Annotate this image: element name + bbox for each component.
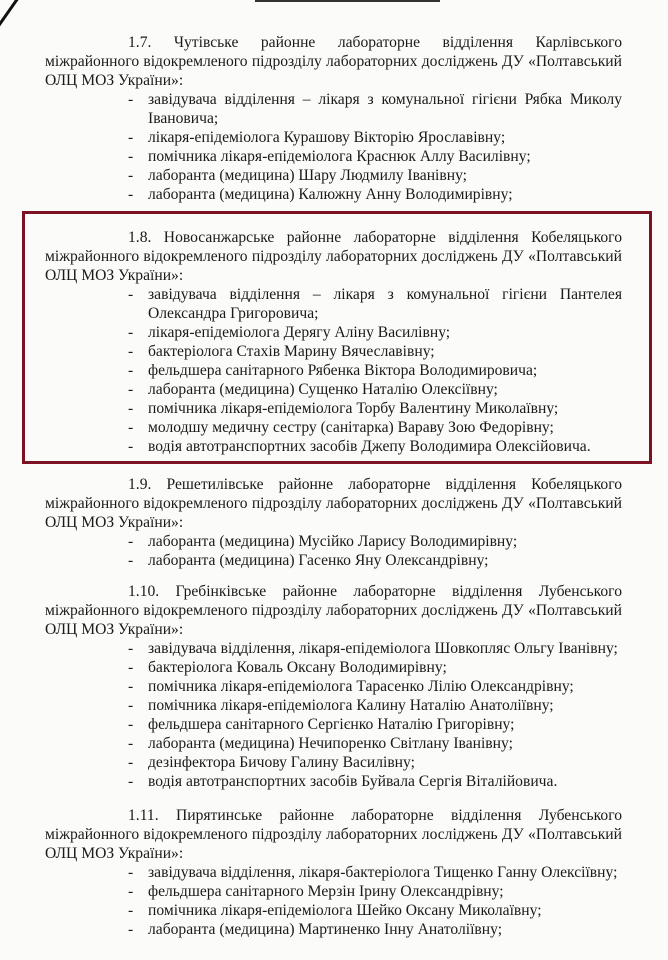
list-item: - лаборанта (медицина) Нечипоренко Світлану Іванівну; <box>128 734 622 753</box>
section-1-10 <box>45 582 622 791</box>
list-item: - фельдшера санітарного Сергієнко Наталію Григорівну; <box>128 715 622 734</box>
list-item: - лікаря-епідеміолога Дерягу Аліну Василівну; <box>128 323 622 342</box>
section-1-7 <box>45 33 622 204</box>
list-item: - помічника лікаря-епідеміолога Тарасенко Лілію Олександрівну; <box>128 677 622 696</box>
list-item: - водія автотранспортних засобів Джепу Володимира Олексійовича. <box>128 437 622 456</box>
list-item: - фельдшера санітарного Рябенка Віктора Володимировича; <box>128 361 622 380</box>
list-item: - бактеріолога Коваль Оксану Володимирівну; <box>128 658 622 677</box>
list-item: - помічника лікаря-епідеміолога Шейко Оксану Миколаївну; <box>128 901 622 920</box>
list-item: - помічника лікаря-епідеміолога Торбу Валентину Миколаївну; <box>128 399 622 418</box>
list-item: - завідувача відділення, лікаря-епідеміолога Шовкопляс Ольгу Іванівну; <box>128 639 622 658</box>
staff-list <box>45 285 622 456</box>
section-heading: 1.7. Чутівське районне лабораторне відділення Карлівського міжрайонного відокремленого підрозділу лабораторних досліджень ДУ «Полтавський ОЛЦ МОЗ України»: <box>45 34 622 89</box>
list-item: - лаборанта (медицина) Шару Людмилу Іванівну; <box>128 166 622 185</box>
list-item: - завідувача відділення – лікаря з комунальної гігієни Пантелея Олександра Григоровича; <box>128 285 622 323</box>
scan-edge-mark <box>255 0 440 2</box>
list-item: - помічника лікаря-епідеміолога Краснюк Аллу Василівну; <box>128 147 622 166</box>
list-item: - лікаря-епідеміолога Курашову Вікторію Ярославівну; <box>128 128 622 147</box>
section-heading: 1.10. Гребінківське районне лабораторне відділення Лубенського міжрайонного відокремленого підрозділу лабораторних досліджень ДУ «Полтавський ОЛЦ МОЗ України»: <box>45 583 622 638</box>
list-item: - фельдшера санітарного Мерзін Ірину Олександрівну; <box>128 882 622 901</box>
list-item: - помічника лікаря-епідеміолога Калину Наталію Анатоліївну; <box>128 696 622 715</box>
list-item: - бактеріолога Стахів Марину Вячеславівну; <box>128 342 622 361</box>
staff-list <box>45 532 622 570</box>
section-1-11 <box>45 806 622 939</box>
section-heading: 1.8. Новосанжарське районне лабораторне відділення Кобеляцького міжрайонного відокремленого підрозділу лабораторних досліджень ДУ «Полтавський ОЛЦ МОЗ України»: <box>45 229 622 284</box>
staff-list <box>45 90 622 204</box>
list-item: - дезінфектора Бичову Галину Василівну; <box>128 753 622 772</box>
section-1-9 <box>45 475 622 570</box>
list-item: - завідувача відділення, лікаря-бактеріолога Тищенко Ганну Олексіївну; <box>128 863 622 882</box>
list-item: - лаборанта (медицина) Мусійко Ларису Володимирівну; <box>128 532 622 551</box>
list-item: - лаборанта (медицина) Гасенко Яну Олександрівну; <box>128 551 622 570</box>
section-heading: 1.9. Решетилівське районне лабораторне відділення Кобеляцького міжрайонного відокремленого підрозділу лабораторних досліджень ДУ «Полтавський ОЛЦ МОЗ України»: <box>45 476 622 531</box>
list-item: - водія автотранспортних засобів Буйвала Сергія Віталійовича. <box>128 772 622 791</box>
staff-list <box>45 863 622 939</box>
list-item: - завідувача відділення – лікаря з комунальної гігієни Рябка Миколу Івановича; <box>128 90 622 128</box>
section-heading: 1.11. Пирятинське районне лабораторне відділення Лубенського міжрайонного відокремленого підрозділу лабораторних лосліджень ДУ «Полтавський ОЛЦ МОЗ України»: <box>45 807 622 862</box>
list-item: - лаборанта (медицина) Сущенко Наталію Олексіївну; <box>128 380 622 399</box>
list-item: - молодшу медичну сестру (санітарка) Вараву Зою Федорівну; <box>128 418 622 437</box>
pen-stroke-mark <box>0 0 37 30</box>
list-item: - лаборанта (медицина) Мартиненко Інну Анатоліївну; <box>128 920 622 939</box>
staff-list <box>45 639 622 791</box>
section-1-8 <box>45 228 622 456</box>
list-item: - лаборанта (медицина) Калюжну Анну Володимирівну; <box>128 185 622 204</box>
